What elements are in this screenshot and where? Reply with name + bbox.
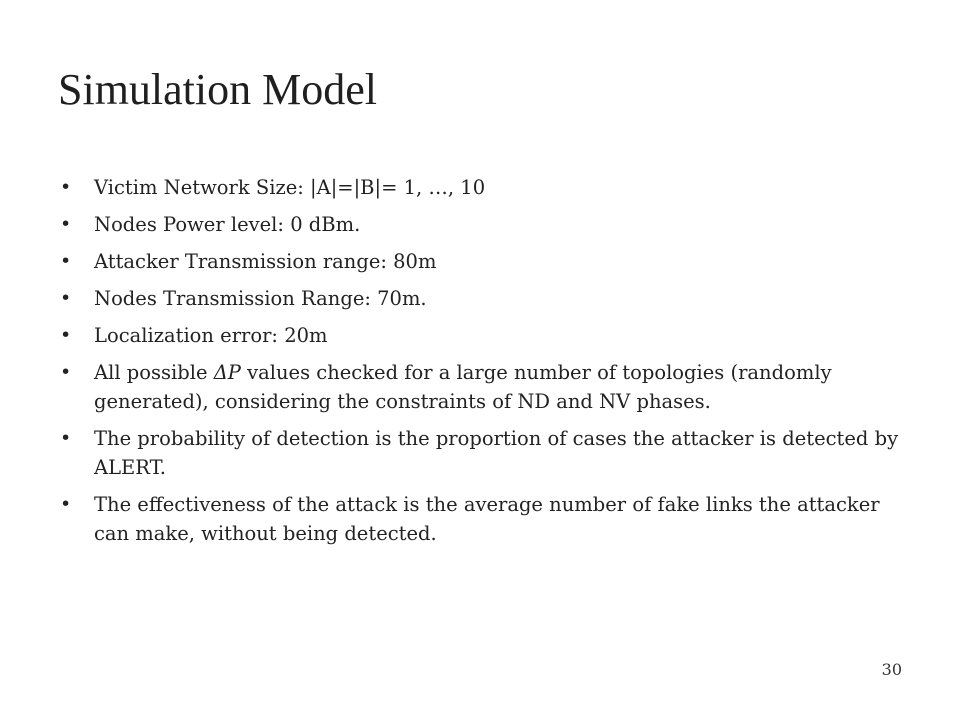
bullet-network-size	[58, 173, 908, 202]
slide-title: Simulation Model	[58, 65, 377, 114]
bullet-text-pre: All possible	[94, 361, 214, 384]
bullet-text: The effectiveness of the attack is the average number of fake links the attacker can make, without being detected.	[94, 493, 880, 545]
bullet-marker-icon: •	[60, 250, 72, 272]
bullet-marker-icon: •	[60, 361, 72, 383]
bullet-text: Nodes Power level: 0 dBm.	[94, 213, 361, 236]
bullet-marker-icon: •	[60, 427, 72, 449]
bullet-text: Victim Network Size: |A|=|B|= 1, …, 10	[94, 176, 486, 199]
bullet-text: Attacker Transmission range: 80m	[94, 250, 437, 273]
bullet-text: Nodes Transmission Range: 70m.	[94, 287, 427, 310]
bullet-localization-error	[58, 321, 908, 350]
bullet-attacker-range	[58, 247, 908, 276]
bullet-marker-icon: •	[60, 493, 72, 515]
bullet-delta-p-values	[58, 358, 908, 416]
bullet-text: The probability of detection is the proportion of cases the attacker is detected by ALERT.	[94, 427, 899, 479]
bullet-text: Localization error: 20m	[94, 324, 328, 347]
delta-p-symbol: ΔP	[213, 361, 241, 384]
bullet-text-post: values checked for a large number of topologies (randomly generated), considering the constraints of ND and NV phases.	[94, 361, 832, 413]
bullet-marker-icon: •	[60, 213, 72, 235]
bullet-power-level	[58, 210, 908, 239]
bullet-marker-icon: •	[60, 287, 72, 309]
bullet-probability-detection	[58, 424, 908, 482]
bullet-list	[58, 173, 908, 556]
bullet-nodes-range	[58, 284, 908, 313]
bullet-marker-icon: •	[60, 324, 72, 346]
page-number: 30	[881, 660, 902, 679]
bullet-attack-effectiveness	[58, 490, 908, 548]
bullet-marker-icon: •	[60, 176, 72, 198]
